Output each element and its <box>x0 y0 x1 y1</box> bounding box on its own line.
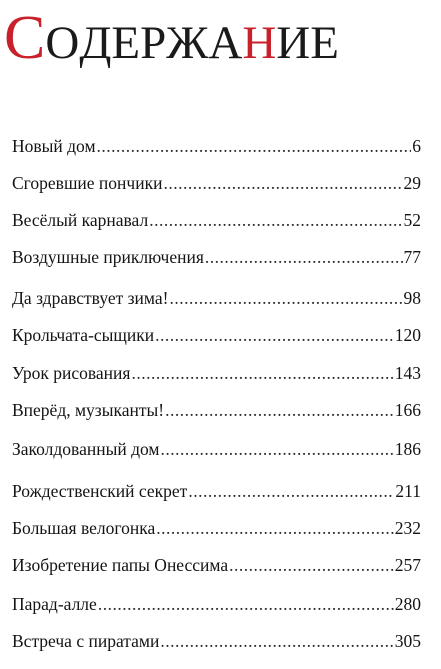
toc-entry-title: Рождественский секрет <box>12 481 188 501</box>
title-letter: И <box>276 17 311 69</box>
toc-entry-page: 257 <box>394 555 421 575</box>
toc-entry-page: 305 <box>394 631 421 651</box>
toc-entry[interactable] <box>12 476 421 506</box>
toc-entry-title: Весёлый карнавал <box>12 210 149 230</box>
toc-entry-title: Большая велогонка <box>12 518 156 538</box>
toc-entry[interactable] <box>12 395 421 425</box>
title-letter: Ж <box>166 17 209 69</box>
toc-entry-title: Да здравствует зима! <box>12 288 169 308</box>
toc-entry-title: Новый дом <box>12 136 96 156</box>
toc-entry-page: 143 <box>394 363 421 383</box>
title-letter: Н <box>242 17 277 69</box>
title-letter: Е <box>310 17 339 69</box>
toc-entry-page: 166 <box>394 400 421 420</box>
dot-leader <box>149 205 402 235</box>
toc-entry-page: 186 <box>394 439 421 459</box>
dot-leader <box>188 476 394 506</box>
title-letter: Д <box>79 17 112 69</box>
dot-leader <box>205 242 403 272</box>
title-letter: А <box>208 17 243 69</box>
dot-leader <box>165 395 394 425</box>
dot-leader <box>98 589 394 619</box>
toc-entry[interactable] <box>12 589 421 619</box>
title-letter: О <box>45 17 80 69</box>
dot-leader <box>160 434 393 464</box>
toc-entry-page: 211 <box>395 481 421 501</box>
toc-entry-title: Парад-алле <box>12 594 97 614</box>
toc-entry[interactable] <box>12 358 421 388</box>
toc-entry-page: 98 <box>403 288 421 308</box>
toc-entry-title: Изобретение папы Онессима <box>12 555 229 575</box>
title-letter: С <box>4 4 46 72</box>
toc-entry[interactable] <box>12 168 421 198</box>
dot-leader <box>155 320 394 350</box>
dot-leader <box>131 358 393 388</box>
toc-entry[interactable] <box>12 513 421 543</box>
toc-entry[interactable] <box>12 626 421 656</box>
dot-leader <box>156 513 394 543</box>
toc-entry-page: 232 <box>394 518 421 538</box>
dot-leader <box>160 626 393 656</box>
title-letter: Р <box>140 17 167 69</box>
toc-entry[interactable] <box>12 550 421 580</box>
toc-entry[interactable] <box>12 242 421 272</box>
toc-entry-title: Встреча с пиратами <box>12 631 160 651</box>
dot-leader <box>97 131 412 161</box>
toc-entry-title: Крольчата-сыщики <box>12 325 155 345</box>
toc-entry-page: 6 <box>412 136 421 156</box>
toc-entry[interactable] <box>12 320 421 350</box>
toc-entry[interactable] <box>12 131 421 161</box>
toc-entry-title: Сгоревшие пончики <box>12 173 163 193</box>
dot-leader <box>229 550 394 580</box>
toc-entry[interactable] <box>12 205 421 235</box>
toc-entry[interactable] <box>12 283 421 313</box>
toc-entry-title: Заколдованный дом <box>12 439 160 459</box>
toc-entry-title: Урок рисования <box>12 363 131 383</box>
dot-leader <box>163 168 402 198</box>
title-letter: Е <box>111 17 141 69</box>
toc-entry[interactable] <box>12 434 421 464</box>
toc-entry-page: 280 <box>394 594 421 614</box>
toc-entry-page: 52 <box>403 210 421 230</box>
toc-entry-page: 77 <box>403 247 421 267</box>
toc-entry-page: 120 <box>394 325 421 345</box>
toc-entry-page: 29 <box>403 173 421 193</box>
toc-entry-title: Воздушные приключения <box>12 247 204 267</box>
dot-leader <box>169 283 402 313</box>
toc-entry-title: Вперёд, музыканты! <box>12 400 165 420</box>
